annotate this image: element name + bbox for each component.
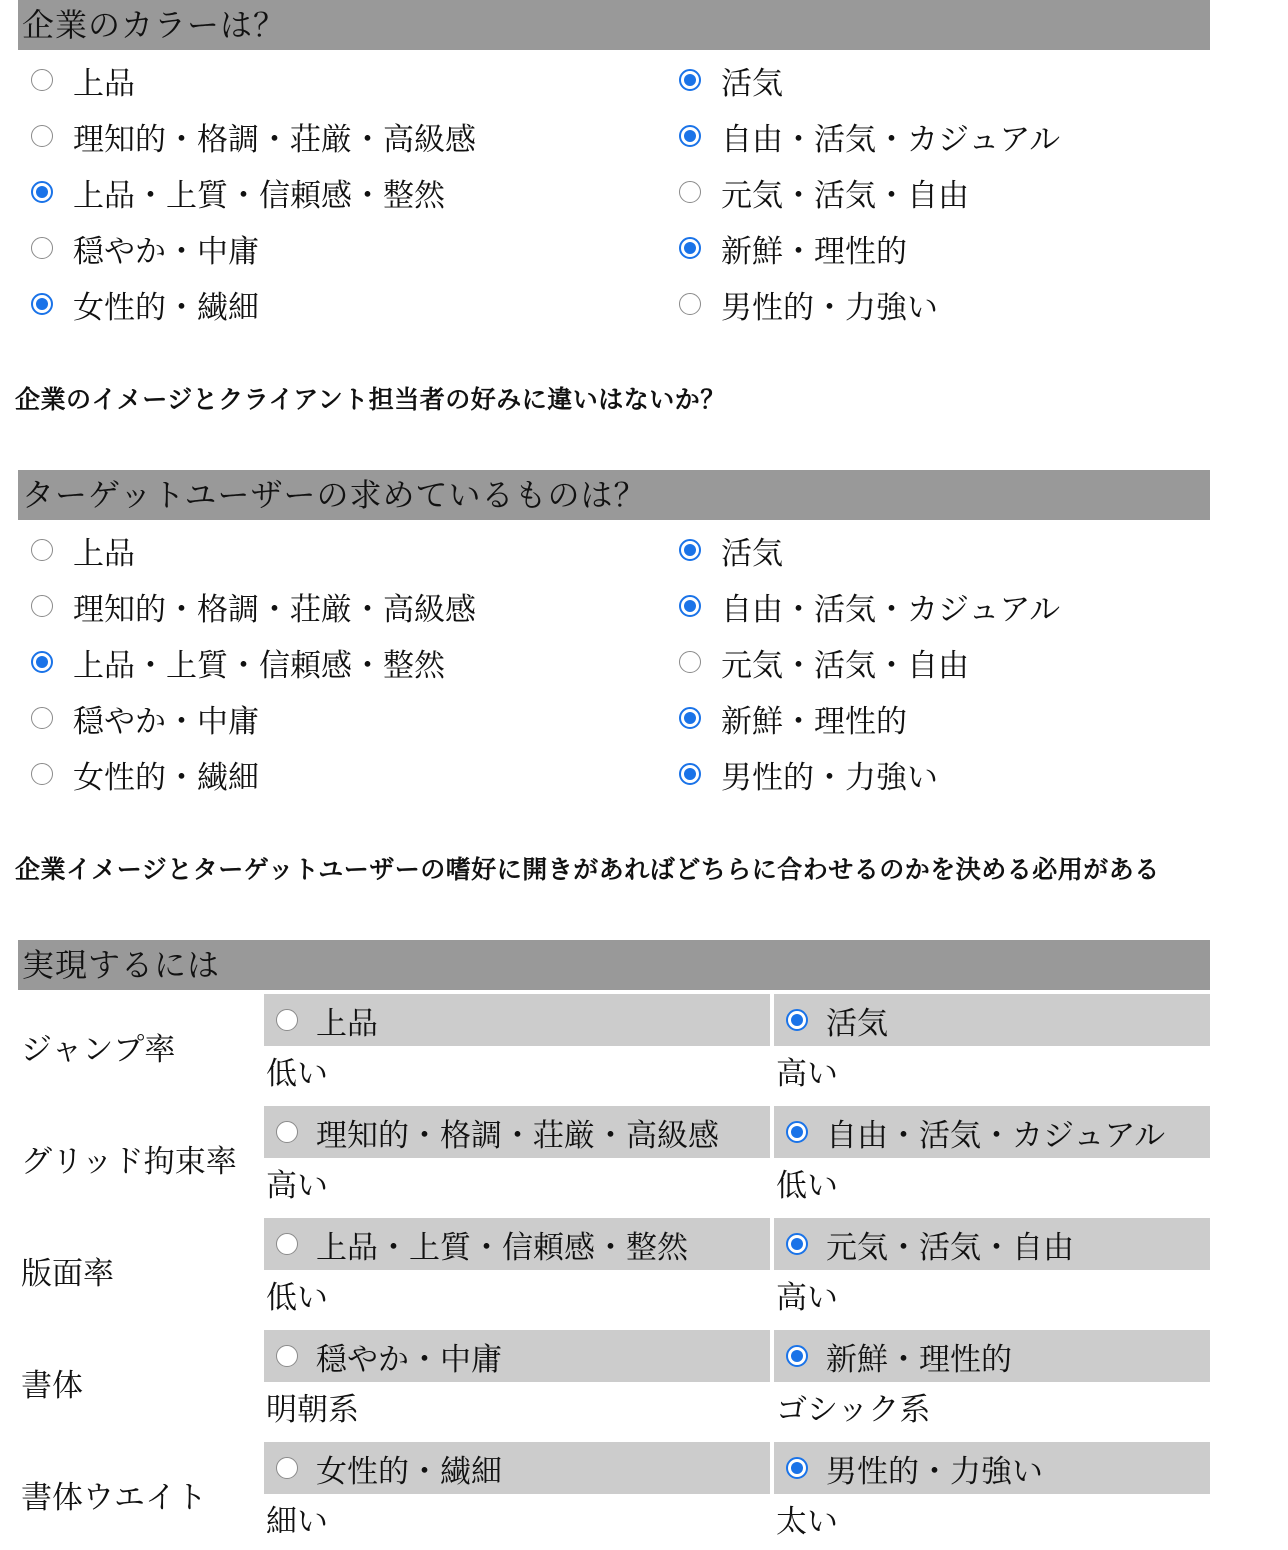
- radio-option[interactable]: [666, 634, 1210, 690]
- radio-button[interactable]: [31, 181, 53, 203]
- radio-option[interactable]: [666, 52, 1210, 108]
- radio-button[interactable]: [31, 651, 53, 673]
- options-right-column: [614, 520, 1210, 805]
- radio-button[interactable]: [679, 595, 701, 617]
- impl-value: 細い: [266, 1504, 328, 1540]
- radio-button[interactable]: [679, 181, 701, 203]
- impl-radio-option[interactable]: [264, 1106, 770, 1158]
- radio-label: 自由・活気・カジュアル: [721, 121, 1061, 158]
- impl-row: [18, 1326, 1210, 1438]
- page: [15, 0, 1210, 1550]
- radio-option[interactable]: [18, 164, 614, 220]
- radio-label: 新鮮・理性的: [721, 233, 907, 270]
- radio-label: 自由・活気・カジュアル: [826, 1117, 1166, 1154]
- impl-row: [18, 1102, 1210, 1214]
- radio-label: 上品: [73, 535, 135, 572]
- radio-button[interactable]: [31, 125, 53, 147]
- impl-radio-option[interactable]: [264, 1442, 770, 1494]
- radio-button[interactable]: [276, 1457, 298, 1479]
- impl-radio-option[interactable]: [774, 1106, 1210, 1158]
- radio-button[interactable]: [31, 763, 53, 785]
- radio-label: 女性的・繊細: [73, 759, 259, 796]
- radio-button[interactable]: [276, 1233, 298, 1255]
- radio-label: 穏やか・中庸: [73, 703, 259, 740]
- radio-option[interactable]: [666, 578, 1210, 634]
- impl-row: [18, 1438, 1210, 1550]
- impl-row-label: 書体: [21, 1367, 83, 1404]
- radio-button[interactable]: [786, 1009, 808, 1031]
- impl-row-label: 書体ウエイト: [21, 1479, 207, 1516]
- impl-row-label: 版面率: [21, 1255, 114, 1292]
- impl-radio-option[interactable]: [774, 1442, 1210, 1494]
- impl-cell-left: [264, 1326, 770, 1438]
- impl-value: 明朝系: [266, 1392, 359, 1428]
- options-left-column: [18, 520, 614, 805]
- section-note: 企業イメージとターゲットユーザーの嗜好に開きがあればどちらに合わせるのかを決める必用がある: [15, 855, 1160, 884]
- radio-button[interactable]: [679, 69, 701, 91]
- impl-value: 高い: [266, 1168, 328, 1204]
- radio-button[interactable]: [679, 539, 701, 561]
- radio-label: 女性的・繊細: [316, 1453, 502, 1490]
- options-right-column: [614, 50, 1210, 335]
- impl-value: ゴシック系: [776, 1392, 931, 1428]
- impl-row-label: グリッド拘束率: [21, 1143, 237, 1180]
- options-target-user: [18, 520, 1210, 805]
- radio-button[interactable]: [679, 293, 701, 315]
- impl-value: 高い: [776, 1280, 838, 1316]
- radio-option[interactable]: [666, 164, 1210, 220]
- radio-label: 上品: [73, 65, 135, 102]
- radio-button[interactable]: [31, 595, 53, 617]
- radio-option[interactable]: [18, 522, 614, 578]
- radio-button[interactable]: [679, 707, 701, 729]
- options-company-color: [18, 50, 1210, 335]
- radio-option[interactable]: [18, 220, 614, 276]
- radio-label: 上品・上質・信頼感・整然: [73, 177, 445, 214]
- radio-button[interactable]: [31, 237, 53, 259]
- impl-cell-left: [264, 1438, 770, 1550]
- impl-value: 低い: [776, 1168, 838, 1204]
- radio-label: 活気: [721, 65, 783, 102]
- radio-button[interactable]: [786, 1233, 808, 1255]
- radio-label: 自由・活気・カジュアル: [721, 591, 1061, 628]
- radio-option[interactable]: [18, 276, 614, 332]
- radio-option[interactable]: [666, 522, 1210, 578]
- impl-cell-right: [774, 1102, 1210, 1214]
- radio-button[interactable]: [786, 1121, 808, 1143]
- radio-label: 男性的・力強い: [721, 759, 938, 796]
- section-header-target-user: ターゲットユーザーの求めているものは？: [18, 470, 1210, 520]
- radio-button[interactable]: [786, 1457, 808, 1479]
- radio-option[interactable]: [18, 52, 614, 108]
- impl-value: 低い: [266, 1280, 328, 1316]
- section-note: 企業のイメージとクライアント担当者の好みに違いはないか？: [15, 385, 726, 414]
- radio-button[interactable]: [679, 237, 701, 259]
- radio-label: 男性的・力強い: [721, 289, 938, 326]
- radio-option[interactable]: [666, 276, 1210, 332]
- radio-option[interactable]: [18, 634, 614, 690]
- radio-button[interactable]: [679, 651, 701, 673]
- radio-option[interactable]: [18, 746, 614, 802]
- impl-cell-left: [264, 1214, 770, 1326]
- impl-value: 高い: [776, 1056, 838, 1092]
- impl-radio-option[interactable]: [264, 994, 770, 1046]
- impl-radio-option[interactable]: [774, 1330, 1210, 1382]
- radio-option[interactable]: [18, 578, 614, 634]
- impl-row-label: ジャンプ率: [21, 1031, 176, 1068]
- radio-option[interactable]: [666, 220, 1210, 276]
- radio-label: 元気・活気・自由: [826, 1229, 1074, 1266]
- radio-button[interactable]: [31, 69, 53, 91]
- radio-label: 活気: [721, 535, 783, 572]
- radio-button[interactable]: [786, 1345, 808, 1367]
- radio-label: 理知的・格調・荘厳・高級感: [73, 121, 476, 158]
- radio-button[interactable]: [31, 707, 53, 729]
- implementation-table: [18, 990, 1210, 1550]
- impl-value: 太い: [776, 1504, 838, 1540]
- radio-label: 新鮮・理性的: [721, 703, 907, 740]
- radio-label: 穏やか・中庸: [73, 233, 259, 270]
- impl-cell-left: [264, 990, 770, 1102]
- radio-label: 上品・上質・信頼感・整然: [73, 647, 445, 684]
- impl-radio-option[interactable]: [264, 1218, 770, 1270]
- radio-button[interactable]: [276, 1121, 298, 1143]
- radio-label: 穏やか・中庸: [316, 1341, 502, 1378]
- radio-label: 元気・活気・自由: [721, 177, 969, 214]
- radio-button[interactable]: [679, 125, 701, 147]
- impl-cell-right: [774, 1326, 1210, 1438]
- impl-cell-right: [774, 990, 1210, 1102]
- options-left-column: [18, 50, 614, 335]
- radio-option[interactable]: [666, 746, 1210, 802]
- radio-button[interactable]: [276, 1345, 298, 1367]
- radio-label: 女性的・繊細: [73, 289, 259, 326]
- impl-value: 低い: [266, 1056, 328, 1092]
- section-header-implementation: 実現するには: [18, 940, 1210, 990]
- section-header-company-color: 企業のカラーは？: [18, 0, 1210, 50]
- radio-label: 新鮮・理性的: [826, 1341, 1012, 1378]
- radio-option[interactable]: [18, 108, 614, 164]
- radio-label: 活気: [826, 1005, 888, 1042]
- radio-label: 男性的・力強い: [826, 1453, 1043, 1490]
- radio-label: 元気・活気・自由: [721, 647, 969, 684]
- impl-cell-right: [774, 1214, 1210, 1326]
- radio-option[interactable]: [666, 690, 1210, 746]
- radio-button[interactable]: [31, 293, 53, 315]
- impl-radio-option[interactable]: [774, 994, 1210, 1046]
- impl-row: [18, 990, 1210, 1102]
- radio-label: 上品・上質・信頼感・整然: [316, 1229, 688, 1266]
- impl-cell-right: [774, 1438, 1210, 1550]
- radio-button[interactable]: [31, 539, 53, 561]
- radio-button[interactable]: [679, 763, 701, 785]
- radio-option[interactable]: [18, 690, 614, 746]
- radio-label: 理知的・格調・荘厳・高級感: [73, 591, 476, 628]
- impl-radio-option[interactable]: [774, 1218, 1210, 1270]
- radio-button[interactable]: [276, 1009, 298, 1031]
- impl-cell-left: [264, 1102, 770, 1214]
- radio-option[interactable]: [666, 108, 1210, 164]
- radio-label: 上品: [316, 1005, 378, 1042]
- radio-label: 理知的・格調・荘厳・高級感: [316, 1117, 719, 1154]
- impl-row: [18, 1214, 1210, 1326]
- impl-radio-option[interactable]: [264, 1330, 770, 1382]
